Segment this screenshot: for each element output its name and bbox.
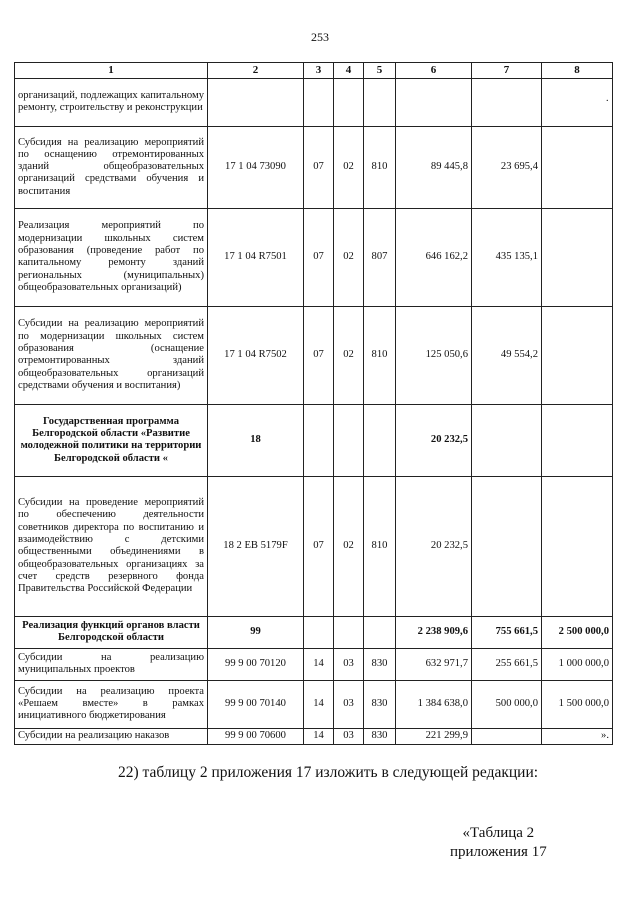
row-target-code: 18 xyxy=(208,404,304,476)
row-amount-6: 632 971,7 xyxy=(396,648,472,680)
row-col-4: 03 xyxy=(334,648,364,680)
row-col-4 xyxy=(334,404,364,476)
row-col-5: 807 xyxy=(364,208,396,306)
row-amount-7: 500 000,0 xyxy=(472,680,542,728)
row-target-code: 17 1 04 R7502 xyxy=(208,306,304,404)
row-amount-8: 1 000 000,0 xyxy=(542,648,613,680)
row-description: Реализация мероприятий по модернизации школьных систем образования (проведение работ по капитальному ремонту зданий региональных (муниципальных) общеобразовательных организаций) xyxy=(15,208,208,306)
header-col-2: 2 xyxy=(208,63,304,79)
row-amount-8 xyxy=(542,126,613,208)
row-description: Субсидии на реализацию наказов xyxy=(15,728,208,744)
row-col-4: 03 xyxy=(334,680,364,728)
row-col-4 xyxy=(334,616,364,648)
row-description: Субсидии на реализацию мероприятий по модернизации школьных систем образования (оснащение отремонтированных зданий общеобразовательных организаций средствами обучения и воспитания) xyxy=(15,306,208,404)
header-col-8: 8 xyxy=(542,63,613,79)
page-number: 253 xyxy=(311,30,329,44)
row-description: организаций, подлежащих капитальному ремонту, строительству и реконструкции xyxy=(15,78,208,126)
row-description: Государственная программа Белгородской области «Развитие молодежной политики на территории Белгородской области « xyxy=(15,404,208,476)
row-amount-8: ». xyxy=(542,728,613,744)
row-amount-8 xyxy=(542,306,613,404)
row-col-3 xyxy=(304,616,334,648)
row-col-3: 07 xyxy=(304,126,334,208)
row-description: Субсидии на проведение мероприятий по обеспечению деятельности советников директора по воспитанию и взаимодействию с детскими общественными объединениями в общеобразовательных организациях за счет средств резервного фонда Правительства Российской Федерации xyxy=(15,476,208,616)
table-row xyxy=(15,306,613,404)
table-row xyxy=(15,476,613,616)
row-description: Субсидии на реализацию муниципальных проектов xyxy=(15,648,208,680)
row-amount-7: 23 695,4 xyxy=(472,126,542,208)
table-row xyxy=(15,648,613,680)
row-amount-8: 2 500 000,0 xyxy=(542,616,613,648)
table-row xyxy=(15,126,613,208)
row-target-code: 17 1 04 73090 xyxy=(208,126,304,208)
row-col-5 xyxy=(364,616,396,648)
row-amount-7 xyxy=(472,404,542,476)
row-col-3: 07 xyxy=(304,208,334,306)
table-header-row xyxy=(15,63,613,79)
row-target-code: 99 9 00 70600 xyxy=(208,728,304,744)
row-amount-6: 125 050,6 xyxy=(396,306,472,404)
row-col-3: 07 xyxy=(304,306,334,404)
table-row xyxy=(15,728,613,744)
row-col-5: 830 xyxy=(364,648,396,680)
table-row xyxy=(15,616,613,648)
row-target-code: 99 9 00 70140 xyxy=(208,680,304,728)
row-amount-8: · xyxy=(542,78,613,126)
row-amount-8 xyxy=(542,476,613,616)
row-col-5: 810 xyxy=(364,126,396,208)
table-body xyxy=(15,78,613,744)
row-amount-6: 646 162,2 xyxy=(396,208,472,306)
row-target-code: 99 xyxy=(208,616,304,648)
row-amount-7: 255 661,5 xyxy=(472,648,542,680)
row-col-4: 03 xyxy=(334,728,364,744)
row-amount-6: 221 299,9 xyxy=(396,728,472,744)
row-col-3: 14 xyxy=(304,728,334,744)
table-caption xyxy=(450,824,547,862)
row-col-4: 02 xyxy=(334,208,364,306)
row-amount-8 xyxy=(542,404,613,476)
row-amount-8: 1 500 000,0 xyxy=(542,680,613,728)
row-target-code: 17 1 04 R7501 xyxy=(208,208,304,306)
row-col-4 xyxy=(334,78,364,126)
row-col-3: 07 xyxy=(304,476,334,616)
row-col-5 xyxy=(364,404,396,476)
row-col-3 xyxy=(304,404,334,476)
header-col-1: 1 xyxy=(15,63,208,79)
budget-table xyxy=(14,62,613,745)
table-row xyxy=(15,78,613,126)
row-col-5: 830 xyxy=(364,680,396,728)
row-amount-6: 1 384 638,0 xyxy=(396,680,472,728)
row-col-5: 830 xyxy=(364,728,396,744)
row-col-5 xyxy=(364,78,396,126)
table-caption-line-2: приложения 17 xyxy=(450,843,547,860)
row-col-4: 02 xyxy=(334,306,364,404)
row-amount-6: 20 232,5 xyxy=(396,404,472,476)
row-target-code: 18 2 EB 5179F xyxy=(208,476,304,616)
row-amount-6: 2 238 909,6 xyxy=(396,616,472,648)
row-col-3: 14 xyxy=(304,648,334,680)
row-target-code xyxy=(208,78,304,126)
row-description: Реализация функций органов власти Белгородской области xyxy=(15,616,208,648)
row-col-5: 810 xyxy=(364,476,396,616)
row-col-3 xyxy=(304,78,334,126)
header-col-5: 5 xyxy=(364,63,396,79)
table-row xyxy=(15,680,613,728)
header-col-4: 4 xyxy=(334,63,364,79)
row-amount-7: 755 661,5 xyxy=(472,616,542,648)
row-amount-8 xyxy=(542,208,613,306)
row-description: Субсидии на реализацию проекта «Решаем вместе» в рамках инициативного бюджетирования xyxy=(15,680,208,728)
row-amount-7 xyxy=(472,78,542,126)
row-col-3: 14 xyxy=(304,680,334,728)
table-row xyxy=(15,404,613,476)
row-col-4: 02 xyxy=(334,476,364,616)
instruction-text: 22) таблицу 2 приложения 17 изложить в следующей редакции: xyxy=(118,764,539,781)
header-col-3: 3 xyxy=(304,63,334,79)
row-amount-6: 20 232,5 xyxy=(396,476,472,616)
row-amount-7 xyxy=(472,476,542,616)
row-amount-7: 49 554,2 xyxy=(472,306,542,404)
row-description: Субсидия на реализацию мероприятий по оснащению отремонтированных зданий общеобразовательных организаций средствами обучения и воспитания xyxy=(15,126,208,208)
row-col-5: 810 xyxy=(364,306,396,404)
row-target-code: 99 9 00 70120 xyxy=(208,648,304,680)
row-col-4: 02 xyxy=(334,126,364,208)
row-amount-6: 89 445,8 xyxy=(396,126,472,208)
header-col-6: 6 xyxy=(396,63,472,79)
table-row xyxy=(15,208,613,306)
row-amount-6 xyxy=(396,78,472,126)
header-col-7: 7 xyxy=(472,63,542,79)
row-amount-7: 435 135,1 xyxy=(472,208,542,306)
table-caption-line-1: «Таблица 2 xyxy=(462,825,535,841)
row-amount-7 xyxy=(472,728,542,744)
